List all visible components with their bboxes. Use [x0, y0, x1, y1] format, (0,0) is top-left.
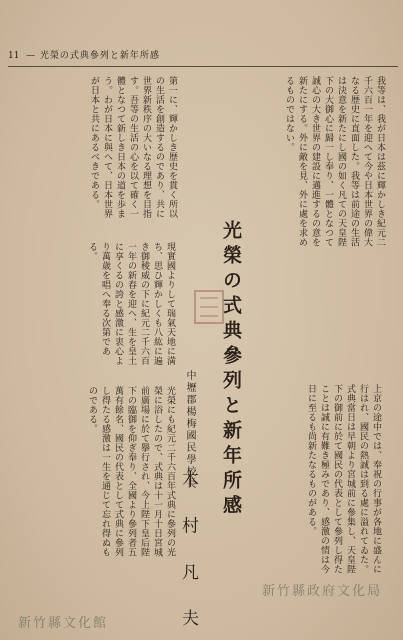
column-top-left: 第一に、輝かしき歴史を貫く所以の生活を創造するのであり、共に世界新秩序の大いなる理想を目指す。吾等の生活の心を以て確く一體となつて新しき日本の道を歩まう。わが日本に與へて、日本世界が日本と共にあるべきである。 — [89, 76, 177, 219]
seal-stamp-icon — [194, 290, 224, 324]
column-intro: 現實國よりして瑞氣天地に満ち、思ひ輝かしくも八紘に遍き御稜威の下に紀元二千六百一年の新春を迎へ、生を皇土に享くるの誇と感激に衷心より萬歳を唱へ奉る次第である。 — [87, 242, 175, 366]
byline: 中壢郡楊梅國民學校長 — [184, 370, 195, 490]
author-name: 木 村 凡 夫 — [178, 470, 198, 639]
header-rule — [8, 66, 398, 67]
running-header — [0, 48, 403, 64]
article-title: 光榮の式典參列と新年所感 — [220, 220, 242, 520]
column-bottom-left: 上京の途中では、奉祝の行事が各地に盛んに行はれ、國民の熱誠は到る處に溢れてゐた。式典當日は早朝より宮城前に參集し、天皇陛下の御前に於て國民の代表として參列し得たことは誠に有難き極みであり、感激の情は今日に至るも尚新たなるものがある。 — [306, 384, 381, 574]
running-title: — 光榮の式典參列と新年所感 — [26, 51, 160, 61]
watermark-right: 新竹縣政府文化局 — [262, 584, 383, 599]
watermark-left: 新竹縣文化館 — [18, 616, 109, 631]
column-bottom-right: 光榮にも紀元二千六百年式典に參列の光榮に浴したので、式典は十一月十日宮城前廣場に於て擧行され、今上陛下皇后陛下の臨御を仰ぎ奉り、全國より參列者五萬有餘名、國民の代表として式典に參列し得たる感激は一生を通じて忘れ得ぬものである。 — [87, 386, 175, 557]
page-number: 11 — [8, 51, 20, 61]
column-top-right: 我等は、我が日本は茲に輝かしき紀元二千六百一年を迎へて今や日本世界の偉大なる歴史に直面した。我等は前途の生活は決意を新たにし國の如く凡ての天皇陛下の大御心に歸一し奉り、一體となつて誠心の大き世界の建設に邁進するの意を新たにする。外に敵を見、外に處を求めるものではない。 — [284, 76, 385, 247]
